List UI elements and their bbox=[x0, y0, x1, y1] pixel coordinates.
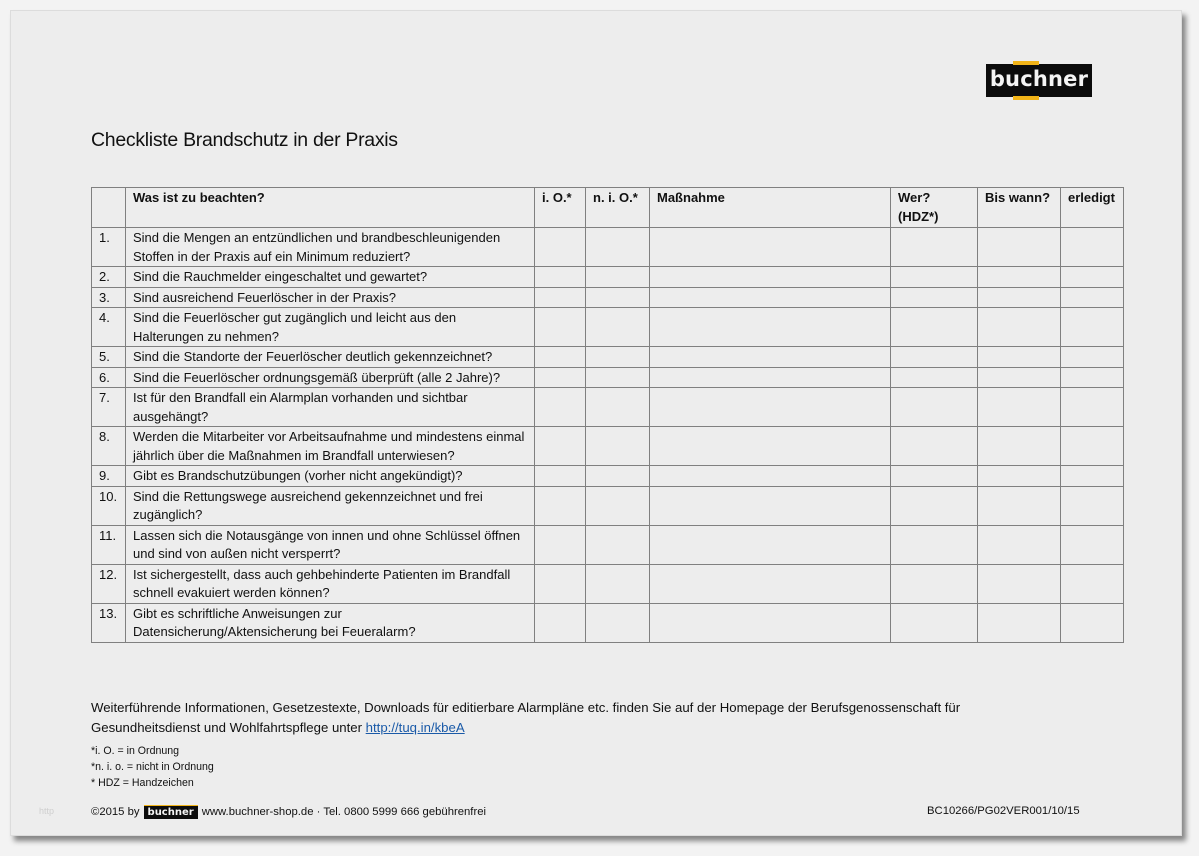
row-number: 5. bbox=[92, 347, 126, 368]
row-question: Sind die Rauchmelder eingeschaltet und gewartet? bbox=[126, 267, 535, 288]
wer-cell[interactable] bbox=[891, 228, 978, 267]
io-cell[interactable] bbox=[535, 267, 586, 288]
row-number: 7. bbox=[92, 388, 126, 427]
erledigt-cell[interactable] bbox=[1061, 367, 1124, 388]
row-number: 3. bbox=[92, 287, 126, 308]
footnote-nio: *n. i. o. = nicht in Ordnung bbox=[91, 761, 214, 773]
nio-cell[interactable] bbox=[586, 347, 650, 368]
table-row bbox=[92, 486, 1124, 525]
massnahme-cell[interactable] bbox=[650, 287, 891, 308]
table-row bbox=[92, 267, 1124, 288]
nio-cell[interactable] bbox=[586, 427, 650, 466]
bis-wann-cell[interactable] bbox=[978, 564, 1061, 603]
row-number: 9. bbox=[92, 466, 126, 487]
table-row bbox=[92, 367, 1124, 388]
io-cell[interactable] bbox=[535, 466, 586, 487]
erledigt-cell[interactable] bbox=[1061, 486, 1124, 525]
footer-copyright: ©2015 by bbox=[91, 806, 140, 818]
massnahme-cell[interactable] bbox=[650, 308, 891, 347]
footnote-io: *i. O. = in Ordnung bbox=[91, 745, 180, 757]
wer-cell[interactable] bbox=[891, 525, 978, 564]
footer-contact: www.buchner-shop.de · Tel. 0800 5999 666 gebührenfrei bbox=[201, 806, 486, 818]
buchner-logo bbox=[986, 64, 1092, 97]
bis-wann-cell[interactable] bbox=[978, 525, 1061, 564]
logo-accent-top bbox=[1013, 61, 1039, 65]
wer-cell[interactable] bbox=[891, 347, 978, 368]
footer bbox=[91, 805, 486, 819]
nio-cell[interactable] bbox=[586, 267, 650, 288]
table-row bbox=[92, 287, 1124, 308]
erledigt-cell[interactable] bbox=[1061, 525, 1124, 564]
nio-cell[interactable] bbox=[586, 388, 650, 427]
erledigt-cell[interactable] bbox=[1061, 427, 1124, 466]
bis-wann-cell[interactable] bbox=[978, 486, 1061, 525]
wer-cell[interactable] bbox=[891, 367, 978, 388]
io-cell[interactable] bbox=[535, 486, 586, 525]
io-cell[interactable] bbox=[535, 388, 586, 427]
io-cell[interactable] bbox=[535, 367, 586, 388]
row-question: Ist für den Brandfall ein Alarmplan vorhanden und sichtbar ausgehängt? bbox=[126, 388, 535, 427]
table-row bbox=[92, 603, 1124, 642]
header-wer bbox=[891, 188, 978, 228]
bis-wann-cell[interactable] bbox=[978, 603, 1061, 642]
wer-cell[interactable] bbox=[891, 388, 978, 427]
erledigt-cell[interactable] bbox=[1061, 603, 1124, 642]
footnotes bbox=[91, 743, 214, 791]
row-question: Sind ausreichend Feuerlöscher in der Praxis? bbox=[126, 287, 535, 308]
row-number: 2. bbox=[92, 267, 126, 288]
table-row bbox=[92, 466, 1124, 487]
bis-wann-cell[interactable] bbox=[978, 367, 1061, 388]
footnote-hdz: * HDZ = Handzeichen bbox=[91, 777, 194, 789]
faint-text: http bbox=[39, 806, 55, 816]
header-question: Was ist zu beachten? bbox=[126, 188, 535, 228]
bis-wann-cell[interactable] bbox=[978, 267, 1061, 288]
bis-wann-cell[interactable] bbox=[978, 466, 1061, 487]
page-title: Checkliste Brandschutz in der Praxis bbox=[91, 129, 398, 151]
erledigt-cell[interactable] bbox=[1061, 347, 1124, 368]
erledigt-cell[interactable] bbox=[1061, 466, 1124, 487]
header-io: i. O.* bbox=[535, 188, 586, 228]
bis-wann-cell[interactable] bbox=[978, 308, 1061, 347]
row-question: Sind die Standorte der Feuerlöscher deutlich gekennzeichnet? bbox=[126, 347, 535, 368]
table-row bbox=[92, 427, 1124, 466]
info-link[interactable]: http://tuq.in/kbeA bbox=[365, 720, 465, 735]
row-number: 13. bbox=[92, 603, 126, 642]
massnahme-cell[interactable] bbox=[650, 388, 891, 427]
massnahme-cell[interactable] bbox=[650, 267, 891, 288]
header-nio: n. i. O.* bbox=[586, 188, 650, 228]
erledigt-cell[interactable] bbox=[1061, 564, 1124, 603]
nio-cell[interactable] bbox=[586, 603, 650, 642]
row-question: Sind die Rettungswege ausreichend gekennzeichnet und frei zugänglich? bbox=[126, 486, 535, 525]
row-number: 1. bbox=[92, 228, 126, 267]
erledigt-cell[interactable] bbox=[1061, 228, 1124, 267]
row-number: 4. bbox=[92, 308, 126, 347]
massnahme-cell[interactable] bbox=[650, 525, 891, 564]
document-reference: BC10266/PG02VER001/10/15 bbox=[927, 805, 1080, 817]
io-cell[interactable] bbox=[535, 427, 586, 466]
table-row bbox=[92, 525, 1124, 564]
table-row bbox=[92, 228, 1124, 267]
bis-wann-cell[interactable] bbox=[978, 287, 1061, 308]
row-number: 10. bbox=[92, 486, 126, 525]
header-wer-line1: Wer? bbox=[898, 190, 931, 205]
header-bis-wann: Bis wann? bbox=[978, 188, 1061, 228]
wer-cell[interactable] bbox=[891, 308, 978, 347]
erledigt-cell[interactable] bbox=[1061, 267, 1124, 288]
header-erledigt: erledigt bbox=[1061, 188, 1124, 228]
info-paragraph bbox=[91, 698, 1091, 738]
erledigt-cell[interactable] bbox=[1061, 388, 1124, 427]
wer-cell[interactable] bbox=[891, 466, 978, 487]
massnahme-cell[interactable] bbox=[650, 466, 891, 487]
info-line2: Gesundheitsdienst und Wohlfahrtspflege unter bbox=[91, 720, 366, 735]
row-question: Sind die Feuerlöscher gut zugänglich und leicht aus den Halterungen zu nehmen? bbox=[126, 308, 535, 347]
io-cell[interactable] bbox=[535, 228, 586, 267]
wer-cell[interactable] bbox=[891, 603, 978, 642]
io-cell[interactable] bbox=[535, 308, 586, 347]
row-number: 8. bbox=[92, 427, 126, 466]
header-wer-line2: (HDZ*) bbox=[898, 208, 939, 224]
row-question: Sind die Mengen an entzündlichen und brandbeschleunigenden Stoffen in der Praxis auf ein Minimum reduziert? bbox=[126, 228, 535, 267]
io-cell[interactable] bbox=[535, 603, 586, 642]
io-cell[interactable] bbox=[535, 564, 586, 603]
massnahme-cell[interactable] bbox=[650, 564, 891, 603]
wer-cell[interactable] bbox=[891, 427, 978, 466]
table-row bbox=[92, 388, 1124, 427]
massnahme-cell[interactable] bbox=[650, 367, 891, 388]
bis-wann-cell[interactable] bbox=[978, 427, 1061, 466]
bis-wann-cell[interactable] bbox=[978, 228, 1061, 267]
logo-text: buchner bbox=[989, 67, 1089, 91]
row-question: Sind die Feuerlöscher ordnungsgemäß überprüft (alle 2 Jahre)? bbox=[126, 367, 535, 388]
checklist-table bbox=[91, 187, 1124, 643]
footer-buchner-logo: buchner bbox=[144, 805, 198, 819]
row-number: 6. bbox=[92, 367, 126, 388]
nio-cell[interactable] bbox=[586, 466, 650, 487]
wer-cell[interactable] bbox=[891, 564, 978, 603]
table-row bbox=[92, 347, 1124, 368]
massnahme-cell[interactable] bbox=[650, 347, 891, 368]
wer-cell[interactable] bbox=[891, 267, 978, 288]
io-cell[interactable] bbox=[535, 347, 586, 368]
document-page bbox=[10, 10, 1182, 836]
bis-wann-cell[interactable] bbox=[978, 347, 1061, 368]
row-question: Gibt es schriftliche Anweisungen zur Datensicherung/Aktensicherung bei Feueralarm? bbox=[126, 603, 535, 642]
massnahme-cell[interactable] bbox=[650, 603, 891, 642]
erledigt-cell[interactable] bbox=[1061, 287, 1124, 308]
nio-cell[interactable] bbox=[586, 525, 650, 564]
wer-cell[interactable] bbox=[891, 486, 978, 525]
header-massnahme: Maßnahme bbox=[650, 188, 891, 228]
massnahme-cell[interactable] bbox=[650, 228, 891, 267]
row-question: Gibt es Brandschutzübungen (vorher nicht angekündigt)? bbox=[126, 466, 535, 487]
nio-cell[interactable] bbox=[586, 367, 650, 388]
logo-accent-bottom bbox=[1013, 96, 1039, 100]
row-question: Werden die Mitarbeiter vor Arbeitsaufnahme und mindestens einmal jährlich über die Maßnahmen im Brandfall unterwiesen? bbox=[126, 427, 535, 466]
nio-cell[interactable] bbox=[586, 287, 650, 308]
bis-wann-cell[interactable] bbox=[978, 388, 1061, 427]
massnahme-cell[interactable] bbox=[650, 486, 891, 525]
io-cell[interactable] bbox=[535, 287, 586, 308]
row-number: 12. bbox=[92, 564, 126, 603]
nio-cell[interactable] bbox=[586, 564, 650, 603]
nio-cell[interactable] bbox=[586, 308, 650, 347]
table-row bbox=[92, 308, 1124, 347]
nio-cell[interactable] bbox=[586, 486, 650, 525]
io-cell[interactable] bbox=[535, 525, 586, 564]
erledigt-cell[interactable] bbox=[1061, 308, 1124, 347]
row-number: 11. bbox=[92, 525, 126, 564]
wer-cell[interactable] bbox=[891, 287, 978, 308]
row-question: Ist sichergestellt, dass auch gehbehinderte Patienten im Brandfall schnell evakuiert werden können? bbox=[126, 564, 535, 603]
massnahme-cell[interactable] bbox=[650, 427, 891, 466]
info-line1: Weiterführende Informationen, Gesetzestexte, Downloads für editierbare Alarmpläne etc. finden Sie auf der Homepage der Berufsgenossenschaft für bbox=[91, 700, 961, 715]
row-question: Lassen sich die Notausgänge von innen und ohne Schlüssel öffnen und sind von außen nicht versperrt? bbox=[126, 525, 535, 564]
table-row bbox=[92, 564, 1124, 603]
header-num bbox=[92, 188, 126, 228]
table-header-row bbox=[92, 188, 1124, 228]
nio-cell[interactable] bbox=[586, 228, 650, 267]
